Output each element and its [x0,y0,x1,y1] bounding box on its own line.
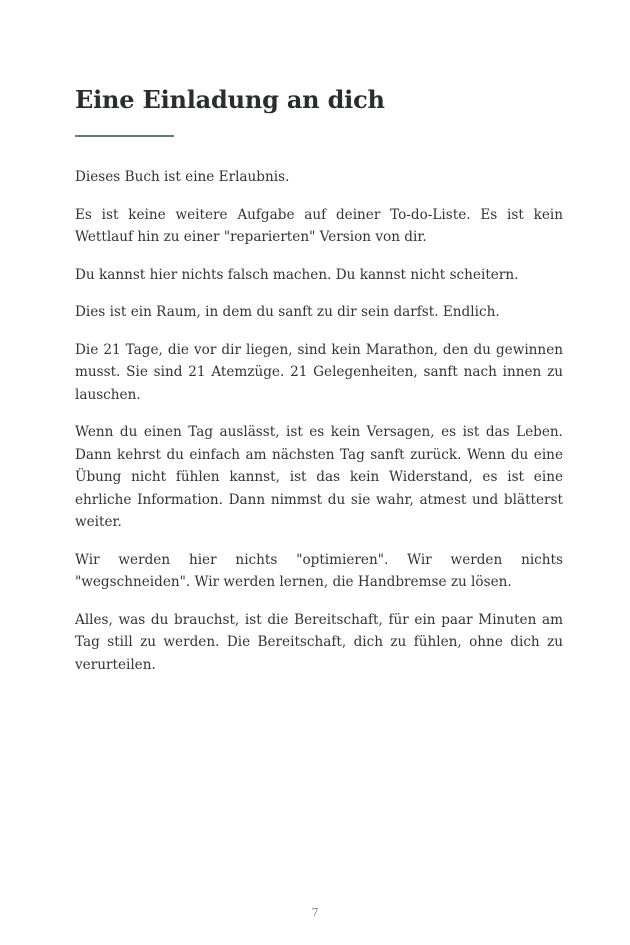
paragraph: Dies ist ein Raum, in dem du sanft zu dir sein darfst. Endlich. [75,304,500,320]
title-underline-rule [75,135,174,137]
paragraph: Die 21 Tage, die vor dir liegen, sind kein Marathon, den du gewinnen musst. Sie sind 21 Atemzüge. 21 Gelegenheiten, sanft nach innen zu lauschen. [75,341,563,403]
paragraph: Dieses Buch ist eine Erlaubnis. [75,169,290,185]
paragraph: Alles, was du brauchst, ist die Bereitschaft, für ein paar Minuten am Tag still zu werden. Die Bereitschaft, dich zu fühlen, ohne dich zu verurteilen. [75,611,563,673]
paragraph: Es ist keine weitere Aufgabe auf deiner To-do-Liste. Es ist kein Wettlauf hin zu einer "reparierten" Version von dir. [75,206,563,245]
paragraph: Wir werden hier nichts "optimieren". Wir werden nichts "wegschneiden". Wir werden lernen, die Handbremse zu lösen. [75,551,563,590]
paragraph: Wenn du einen Tag auslässt, ist es kein Versagen, es ist das Leben. Dann kehrst du einfach am nächsten Tag sanft zurück. Wenn du eine Übung nicht fühlen kannst, ist das kein Widerstand, es ist eine ehrliche Information. Dann nimmst du sie wahr, atmest und blätterst weiter. [75,424,563,530]
page-content [75,84,563,691]
paragraph: Du kannst hier nichts falsch machen. Du kannst nicht scheitern. [75,266,519,283]
page-title: Eine Einladung an dich [75,85,385,114]
page-number: 7 [311,906,319,919]
